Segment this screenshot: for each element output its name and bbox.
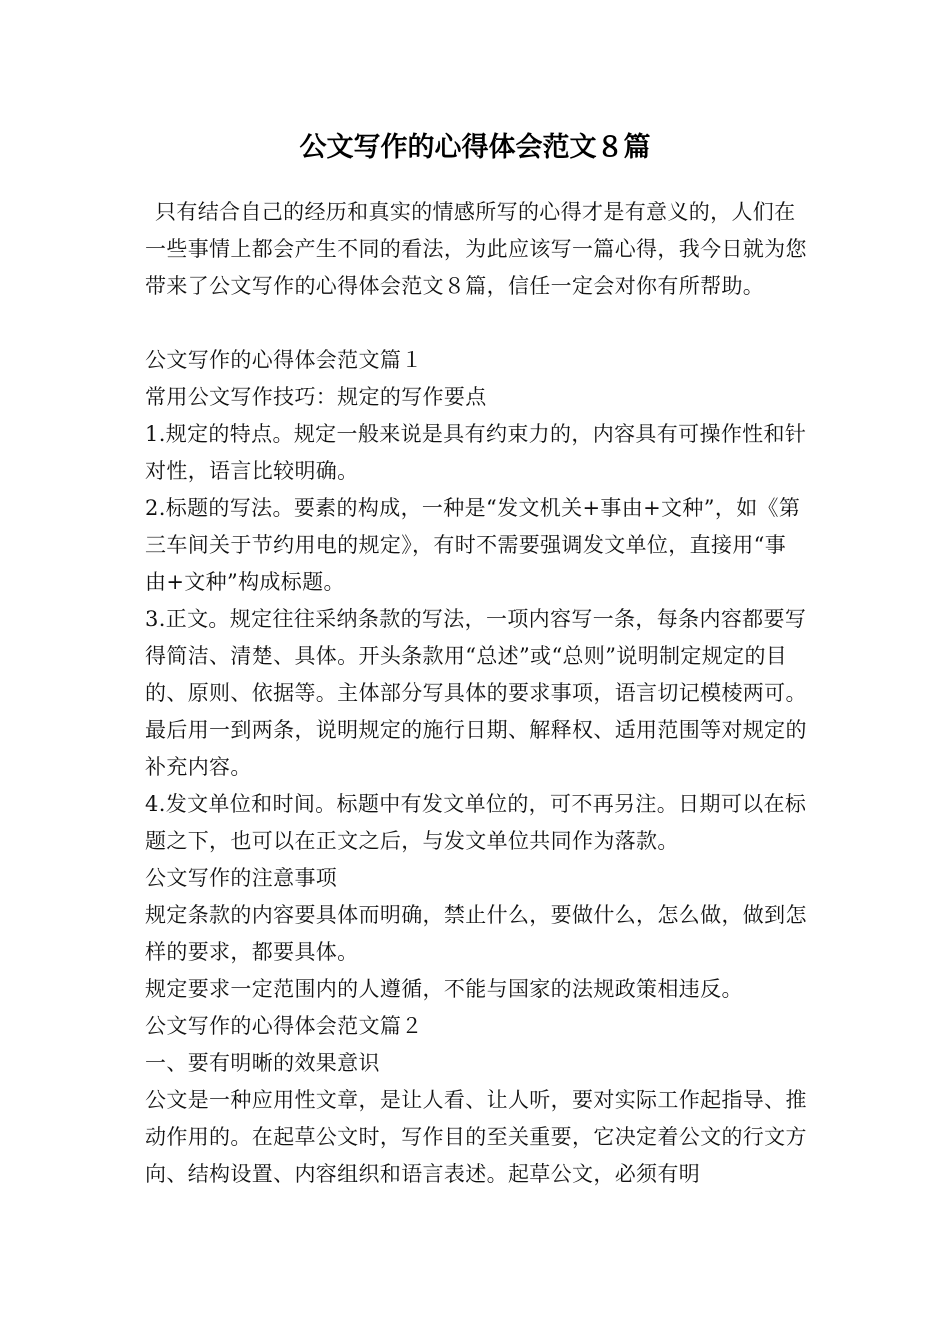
intro-paragraph: 只有结合自己的经历和真实的情感所写的心得才是有意义的，人们在一些事情上都会产生不同的看法，为此应该写一篇心得，我今日就为您带来了公文写作的心得体会范文８篇，信任一定会对你有所帮助。 bbox=[145, 200, 807, 298]
paragraph-point-2: 2.标题的写法。要素的构成，一种是“发文机关+事由+文种”，如《第三车间关于节约用电的规定》，有时不需要强调发文单位，直接用“事由+文种”构成标题。 bbox=[145, 496, 801, 594]
subheading-effect-awareness: 一、要有明晰的效果意识 bbox=[145, 1051, 380, 1075]
paragraph-spacer bbox=[145, 305, 807, 342]
paragraph-point-4: 4.发文单位和时间。标题中有发文单位的，可不再另注。日期可以在标题之下，也可以在正文之后，与发文单位共同作为落款。 bbox=[145, 792, 807, 853]
paragraph-effect-awareness: 公文是一种应用性文章，是让人看、让人听，要对实际工作起指导、推动作用的。在起草公文时，写作目的至关重要，它决定着公文的行文方向、结构设置、内容组织和语言表述。起草公文，必须有明 bbox=[145, 1088, 807, 1186]
document-body bbox=[145, 194, 807, 1193]
paragraph-point-3: 3.正文。规定往往采纳条款的写法，一项内容写一条，每条内容都要写得简洁、清楚、具体。开头条款用“总述”或“总则”说明制定规定的目的、原则、依据等。主体部分写具体的要求事项，语言切记模棱两可。最后用一到两条，说明规定的施行日期、解释权、适用范围等对规定的补充内容。 bbox=[145, 607, 807, 779]
paragraph-point-1: 1.规定的特点。规定一般来说是具有约束力的，内容具有可操作性和针对性，语言比较明确。 bbox=[145, 422, 807, 483]
subheading-notes: 公文写作的注意事项 bbox=[145, 866, 338, 890]
paragraph-note-2: 规定要求一定范围内的人遵循，不能与国家的法规政策相违反。 bbox=[145, 977, 743, 1001]
document-title: 公文写作的心得体会范文８篇 bbox=[299, 132, 651, 163]
paragraph-note-1: 规定条款的内容要具体而明确，禁止什么，要做什么，怎么做，做到怎样的要求，都要具体。 bbox=[145, 903, 807, 964]
section-heading-1: 公文写作的心得体会范文篇１ bbox=[145, 348, 423, 372]
section-heading-2: 公文写作的心得体会范文篇２ bbox=[145, 1014, 423, 1038]
subheading-writing-tips: 常用公文写作技巧：规定的写作要点 bbox=[145, 385, 487, 409]
